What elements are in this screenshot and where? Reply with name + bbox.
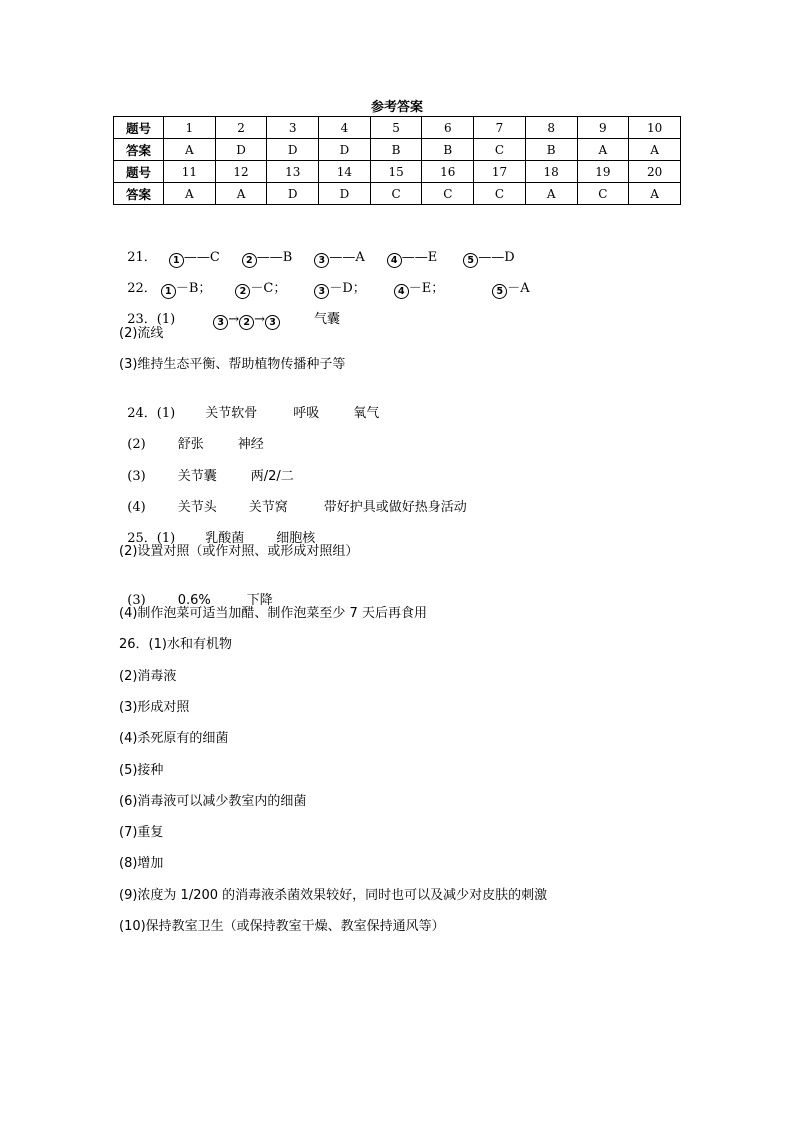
answer-text: 0.6% bbox=[177, 593, 211, 608]
table-cell: B bbox=[422, 139, 474, 161]
table-cell: A bbox=[525, 183, 577, 205]
match-text: ——B bbox=[256, 250, 293, 265]
table-cell: 6 bbox=[422, 117, 474, 139]
table-row bbox=[114, 183, 681, 205]
answer-text: 舒张 bbox=[177, 437, 204, 452]
question-number: 24．(1) bbox=[127, 406, 176, 421]
circled-number-icon: 3 bbox=[265, 315, 280, 330]
answer-24-2 bbox=[119, 418, 264, 454]
table-cell: A bbox=[164, 139, 216, 161]
table-cell: 2 bbox=[215, 117, 267, 139]
question-number: (3) bbox=[127, 469, 146, 484]
table-cell: 7 bbox=[474, 117, 526, 139]
answer-text: 带好护具或做好热身活动 bbox=[323, 500, 467, 515]
table-cell: 18 bbox=[525, 161, 577, 183]
table-cell: A bbox=[629, 139, 681, 161]
answer-text: 关节囊 bbox=[177, 469, 217, 484]
answer-text: 氧气 bbox=[353, 406, 380, 421]
circled-number-icon: 3 bbox=[314, 284, 329, 299]
table-cell: C bbox=[474, 183, 526, 205]
answer-26-8: (8)增加 bbox=[119, 856, 164, 871]
table-cell: B bbox=[525, 139, 577, 161]
answer-text: 神经 bbox=[237, 437, 264, 452]
answer-26-7: (7)重复 bbox=[119, 825, 164, 840]
answer-text: 关节软骨 bbox=[205, 406, 258, 421]
answer-text: 两/2/二 bbox=[250, 469, 294, 484]
match-text: －C； bbox=[250, 281, 287, 296]
table-cell: D bbox=[319, 183, 371, 205]
table-cell: C bbox=[422, 183, 474, 205]
table-cell: C bbox=[474, 139, 526, 161]
match-text: ——C bbox=[183, 250, 220, 265]
question-number: 21． bbox=[127, 250, 157, 265]
answer-26-2: (2)消毒液 bbox=[119, 669, 177, 684]
answer-text: 关节窝 bbox=[248, 500, 288, 515]
question-number: 25．(1) bbox=[127, 531, 176, 546]
table-cell: 3 bbox=[267, 117, 319, 139]
table-cell: D bbox=[267, 139, 319, 161]
table-cell: A bbox=[629, 183, 681, 205]
table-cell: 15 bbox=[370, 161, 422, 183]
answer-26-4: (4)杀死原有的细菌 bbox=[119, 731, 229, 746]
table-cell: 12 bbox=[215, 161, 267, 183]
answer-text: 呼吸 bbox=[293, 406, 320, 421]
table-cell: D bbox=[319, 139, 371, 161]
table-cell: 19 bbox=[577, 161, 629, 183]
answer-text: 乳酸菌 bbox=[205, 531, 245, 546]
circled-number-icon: 5 bbox=[463, 253, 478, 268]
match-text: －B； bbox=[175, 281, 212, 296]
circled-number-icon: 4 bbox=[394, 284, 409, 299]
circled-number-icon: 2 bbox=[239, 315, 254, 330]
table-cell: 16 bbox=[422, 161, 474, 183]
answer-26-10: (10)保持教室卫生（或保持教室干燥、教室保持通风等） bbox=[119, 919, 445, 934]
table-cell: D bbox=[267, 183, 319, 205]
answer-26-5: (5)接种 bbox=[119, 763, 164, 778]
match-text: －D； bbox=[329, 281, 366, 296]
table-cell: 10 bbox=[629, 117, 681, 139]
row-header: 答案 bbox=[114, 183, 164, 205]
table-cell: 8 bbox=[525, 117, 577, 139]
table-row bbox=[114, 139, 681, 161]
circled-number-icon: 1 bbox=[169, 253, 184, 268]
circled-number-icon: 5 bbox=[492, 284, 507, 299]
row-header: 答案 bbox=[114, 139, 164, 161]
arrow-icon: → bbox=[254, 312, 266, 327]
answer-25-4: (4)制作泡菜可适当加醋、制作泡菜至少 7 天后再食用 bbox=[119, 606, 427, 621]
answer-table bbox=[113, 116, 681, 205]
answer-text: 气囊 bbox=[314, 312, 341, 327]
question-number: (2) bbox=[127, 437, 146, 452]
question-number: (3) bbox=[127, 593, 146, 608]
circled-number-icon: 2 bbox=[235, 284, 250, 299]
answer-23-3: (3)维持生态平衡、帮助植物传播种子等 bbox=[119, 357, 346, 372]
answer-25-2: (2)设置对照（或作对照、或形成对照组） bbox=[119, 544, 359, 559]
table-cell: 11 bbox=[164, 161, 216, 183]
table-cell: 13 bbox=[267, 161, 319, 183]
table-cell: 17 bbox=[474, 161, 526, 183]
answer-26-1: 26．(1)水和有机物 bbox=[119, 637, 232, 652]
question-number: 23．(1) bbox=[127, 312, 176, 327]
table-cell: 9 bbox=[577, 117, 629, 139]
answer-26-9: (9)浓度为 1/200 的消毒液杀菌效果较好，同时也可以及减少对皮肤的刺激 bbox=[119, 888, 548, 903]
answer-text: 细胞核 bbox=[276, 531, 316, 546]
answer-23-2: (2)流线 bbox=[119, 326, 164, 341]
question-number: (4) bbox=[127, 500, 146, 515]
match-text: －E； bbox=[408, 281, 445, 296]
match-text: ——E bbox=[401, 250, 438, 265]
table-cell: 14 bbox=[319, 161, 371, 183]
circled-number-icon: 3 bbox=[314, 253, 329, 268]
answer-text: 关节头 bbox=[177, 500, 217, 515]
table-cell: C bbox=[370, 183, 422, 205]
arrow-icon: → bbox=[228, 312, 240, 327]
circled-number-icon: 4 bbox=[387, 253, 402, 268]
table-cell: 5 bbox=[370, 117, 422, 139]
table-cell: A bbox=[215, 183, 267, 205]
row-header: 题号 bbox=[114, 161, 164, 183]
match-text: ——A bbox=[329, 250, 365, 265]
table-cell: C bbox=[577, 183, 629, 205]
answer-26-6: (6)消毒液可以减少教室内的细菌 bbox=[119, 794, 307, 809]
match-text: －A bbox=[507, 281, 530, 296]
answer-26-3: (3)形成对照 bbox=[119, 700, 190, 715]
answer-text: 下降 bbox=[246, 593, 273, 608]
table-cell: 20 bbox=[629, 161, 681, 183]
circled-number-icon: 2 bbox=[242, 253, 257, 268]
table-cell: D bbox=[215, 139, 267, 161]
table-cell: A bbox=[577, 139, 629, 161]
circled-number-icon: 3 bbox=[213, 315, 228, 330]
table-cell: B bbox=[370, 139, 422, 161]
row-header: 题号 bbox=[114, 117, 164, 139]
match-text: ——D bbox=[478, 250, 515, 265]
page-title: 参考答案 bbox=[370, 100, 423, 115]
table-cell: 4 bbox=[319, 117, 371, 139]
table-row bbox=[114, 161, 681, 183]
question-number: 22． bbox=[127, 281, 157, 296]
table-row bbox=[114, 117, 681, 139]
table-cell: 1 bbox=[164, 117, 216, 139]
table-cell: A bbox=[164, 183, 216, 205]
circled-number-icon: 1 bbox=[161, 284, 176, 299]
